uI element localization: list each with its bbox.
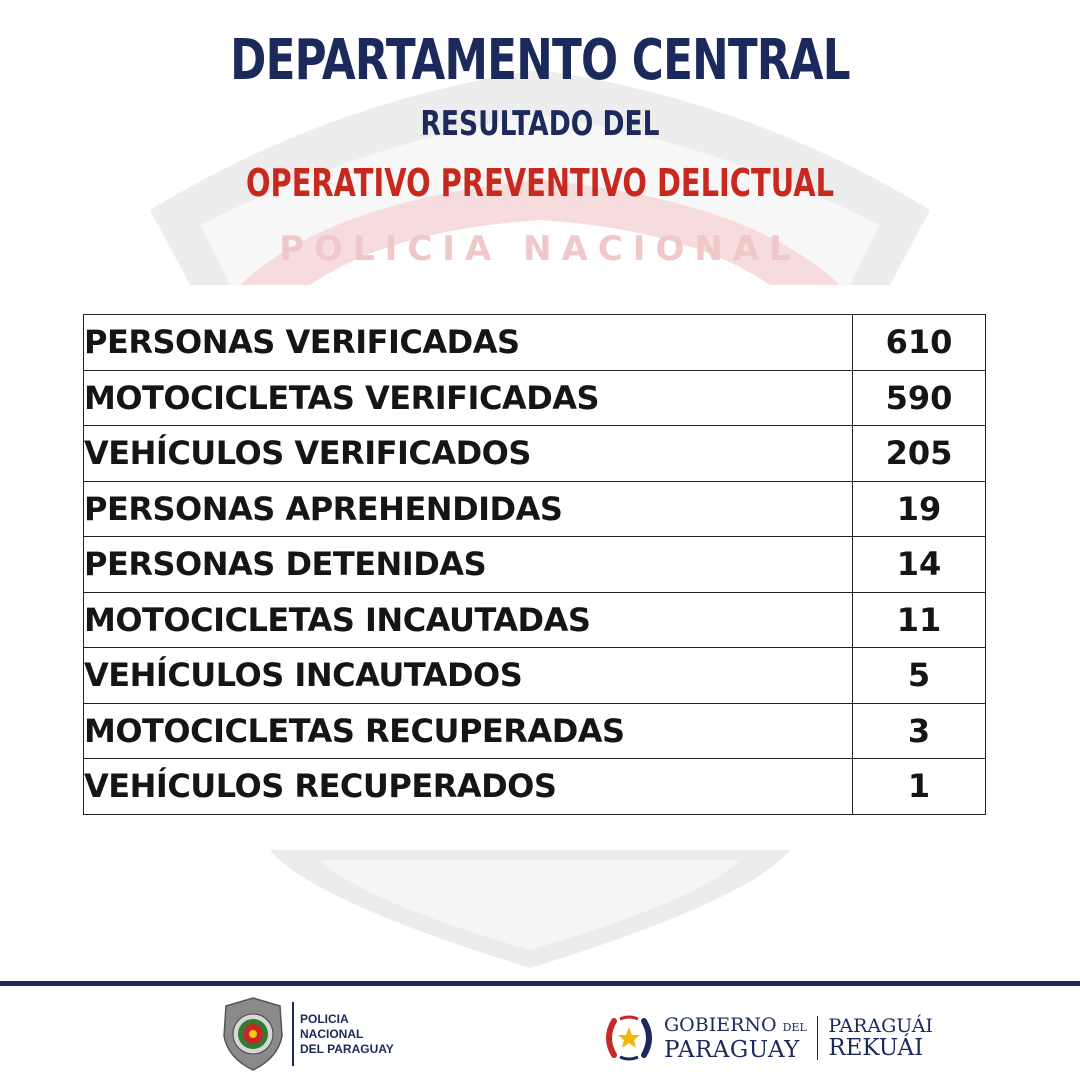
table-row: [84, 759, 986, 815]
government-logo: [600, 1012, 933, 1064]
stat-label: MOTOCICLETAS VERIFICADAS: [84, 370, 853, 426]
stat-value: 3: [853, 703, 986, 759]
table-row: [84, 426, 986, 482]
table-row: [84, 315, 986, 371]
table-row: [84, 592, 986, 648]
stat-label: PERSONAS VERIFICADAS: [84, 315, 853, 371]
svg-text:POLICIA NACIONAL: POLICIA NACIONAL: [279, 229, 801, 269]
police-name-line1: POLICIA: [300, 1011, 349, 1026]
badge-bottom-watermark: [270, 850, 790, 970]
police-name-line2: NACIONAL: [300, 1026, 364, 1041]
table-row: [84, 703, 986, 759]
slogan-line1: PARAGUÁI: [828, 1015, 933, 1037]
stat-value: 1: [853, 759, 986, 815]
slogan-line2: REKUÁI: [828, 1035, 924, 1061]
results-table: [83, 314, 986, 815]
stat-label: MOTOCICLETAS INCAUTADAS: [84, 592, 853, 648]
gov-name-line2: PARAGUAY: [664, 1036, 800, 1063]
gov-logo-separator: [817, 1016, 819, 1060]
stat-value: 205: [853, 426, 986, 482]
stat-label: VEHÍCULOS VERIFICADOS: [84, 426, 853, 482]
header: [0, 22, 1080, 218]
table-row: [84, 537, 986, 593]
stat-value: 11: [853, 592, 986, 648]
paraguay-star-emblem-icon: [600, 1013, 658, 1063]
police-logo-separator: [292, 1002, 294, 1066]
stat-label: VEHÍCULOS INCAUTADOS: [84, 648, 853, 704]
stat-value: 5: [853, 648, 986, 704]
stat-label: MOTOCICLETAS RECUPERADAS: [84, 703, 853, 759]
police-badge-icon: [220, 996, 286, 1072]
table-row: [84, 648, 986, 704]
stat-label: VEHÍCULOS RECUPERADOS: [84, 759, 853, 815]
gov-name-line1: GOBIERNO: [664, 1013, 777, 1036]
gov-name-del: DEL: [782, 1020, 807, 1034]
police-logo: [220, 995, 394, 1073]
page-subtitle: RESULTADO DEL: [420, 104, 660, 144]
page-title: DEPARTAMENTO CENTRAL: [230, 28, 850, 93]
stat-value: 19: [853, 481, 986, 537]
footer-divider: [0, 981, 1080, 986]
table-row: [84, 370, 986, 426]
stat-value: 590: [853, 370, 986, 426]
stat-label: PERSONAS APREHENDIDAS: [84, 481, 853, 537]
police-name-line3: DEL PARAGUAY: [300, 1041, 394, 1056]
stat-label: PERSONAS DETENIDAS: [84, 537, 853, 593]
operation-title: OPERATIVO PREVENTIVO DELICTUAL: [245, 161, 835, 205]
stat-value: 14: [853, 537, 986, 593]
table-row: [84, 481, 986, 537]
stat-value: 610: [853, 315, 986, 371]
